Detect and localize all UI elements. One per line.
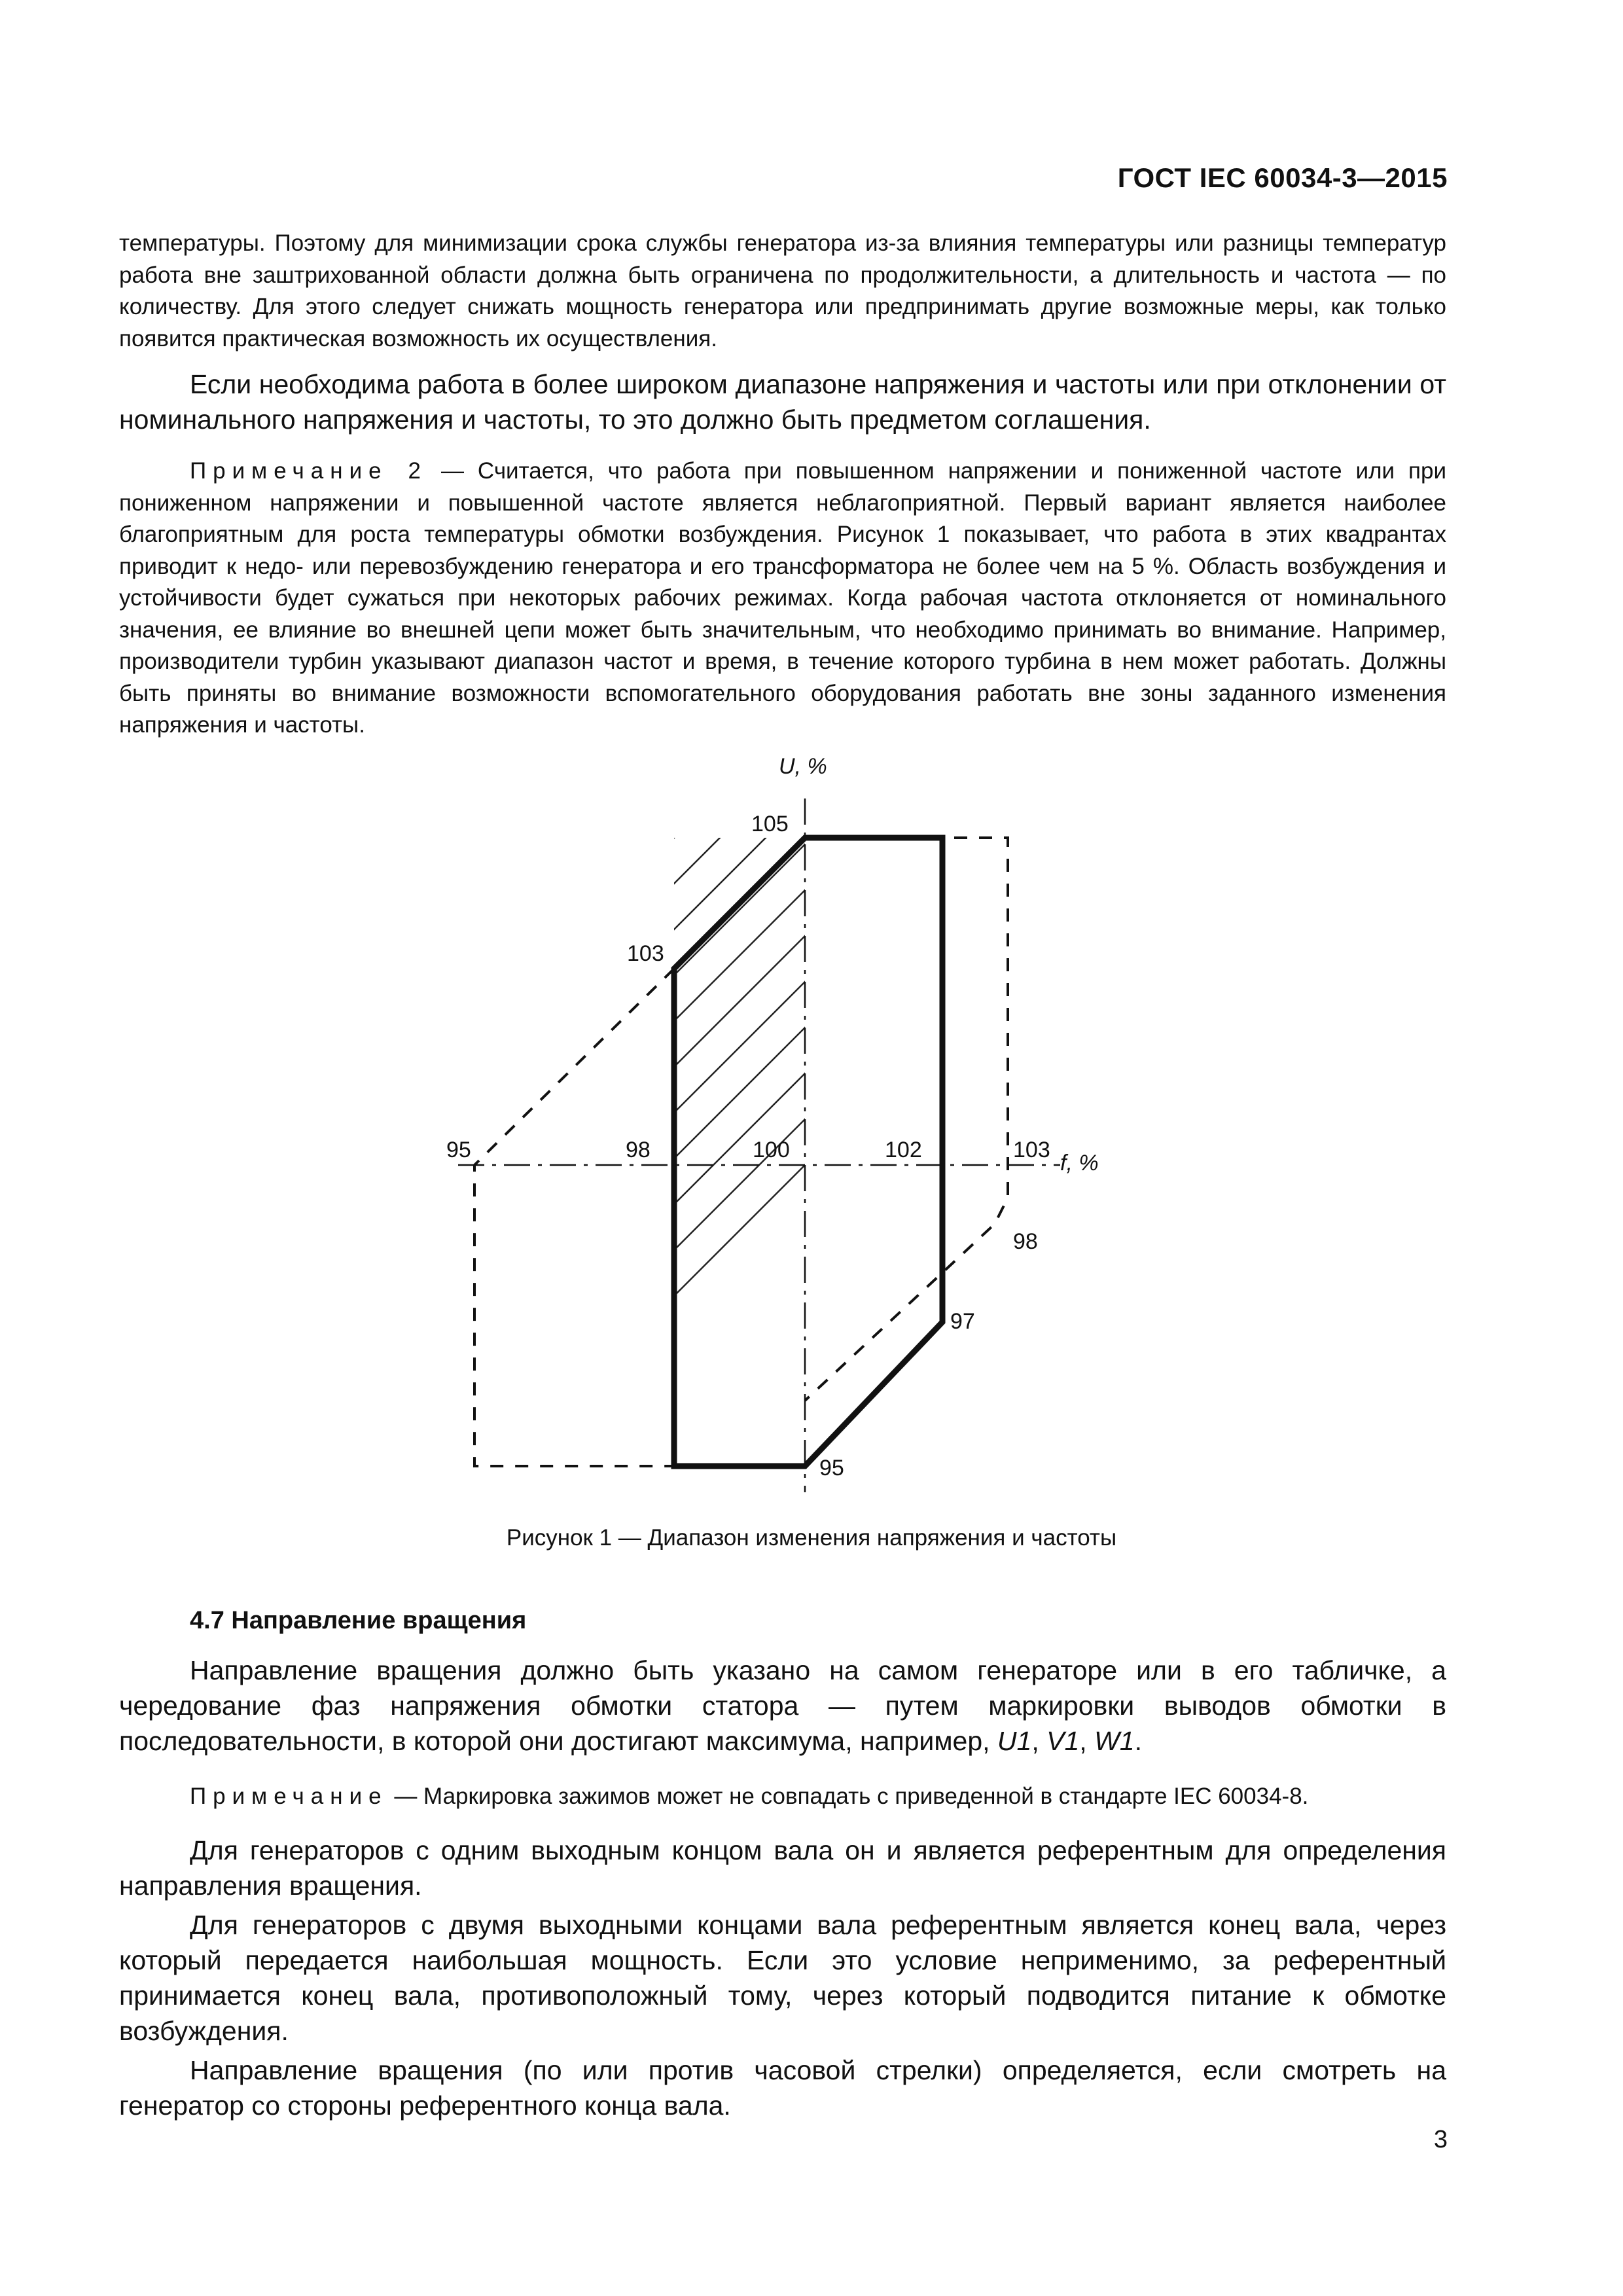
section-heading: 4.7 Направление вращения — [190, 1607, 527, 1634]
intro-paragraph: температуры. Поэтому для минимизации срока службы генератора из-за влияния температуры или разницы температур работа вне заштрихованной области должна быть ограничена по продолжительности, а длительность и частота — по количеству. Для этого следует снижать мощность генератора или предпринимать другие возможные меры, как только появится практическая возможность их осуществления. — [119, 230, 1446, 351]
note-2-label: Примечание 2 — [190, 458, 428, 484]
section-paragraph-2: Для генераторов с одним выходным концом вала он и является референтным для определения направления вращения. — [119, 1835, 1446, 1901]
section-paragraph-4: Направление вращения (по или против часовой стрелки) определяется, если смотреть на генератор со стороны референтного конца вала. — [119, 2054, 1446, 2121]
terminal-w1: W1 — [1094, 1726, 1135, 1756]
note-2-text: — Считается, что работа при повышенном напряжении и пониженной частоте или при пониженном напряжении и повышенной частоте является неблагоприятной. Первый вариант является наиболее благоприятным для роста температуры обмотки возбуждения. Рисунок 1 показывает, что работа в этих квадрантах приводит к недо- или перевозбуждению генератора и его трансформатора не более чем на 5 %. Область возбуждения и устойчивости будет сужаться при некоторых рабочих режимах. Когда рабочая частота отклоняется от номинального значения, ее влияние во внешней цепи может быть значительным, что необходимо принимать во внимание. Например, производители турбин указывают диапазон частот и время, в течение которого турбина в нем может работать. Должны быть приняты во внимание возможности вспомогательного оборудования работать вне зоны заданного изменения напряжения и частоты. — [119, 458, 1446, 738]
label-u105: 105 — [751, 812, 789, 836]
section-body — [119, 1653, 1446, 2123]
agreement-paragraph: Если необходима работа в более широком диапазоне напряжения и частоты или при отклонении от номинального напряжения и частоты, то это должно быть предметом соглашения. — [119, 369, 1446, 435]
y-axis-label: U, % — [779, 754, 827, 779]
figure-voltage-frequency-diagram — [393, 746, 1126, 1505]
label-u97: 97 — [950, 1309, 975, 1334]
hatched-region — [393, 746, 1113, 1505]
figure-caption: Рисунок 1 — Диапазон изменения напряжения и частоты — [506, 1525, 1117, 1551]
label-f98: 98 — [626, 1138, 651, 1162]
label-u95: 95 — [819, 1456, 844, 1480]
section-note-text: — Маркировка зажимов может не совпадать с приведенной в стандарте IEC 60034-8. — [387, 1784, 1309, 1809]
note-2-block — [119, 456, 1446, 742]
section-note-label: Примечание — [190, 1784, 388, 1809]
terminal-u1: U1 — [997, 1726, 1032, 1756]
section-paragraph-1: Направление вращения должно быть указано на самом генераторе или в его табличке, а чередование фаз напряжения обмотки статора — путем маркировки выводов обмотки в последовательности, в которой они достигают максимума, например, U1, V1, W1. — [119, 1655, 1446, 1756]
section-paragraph-3: Для генераторов с двумя выходными концами вала референтным является конец вала, через который передается наибольшая мощность. Если это условие неприменимо, за референтный принимается конец вала, противоположный тому, через который подводится питание к обмотке возбуждения. — [119, 1909, 1446, 2046]
label-f100: 100 — [753, 1138, 790, 1162]
note-2-paragraph — [119, 456, 1446, 742]
label-f102: 102 — [885, 1138, 922, 1162]
agreement-paragraph-block — [119, 367, 1446, 437]
section-note — [119, 1781, 1446, 1813]
intro-paragraph-block — [119, 228, 1446, 355]
label-f103: 103 — [1013, 1138, 1050, 1162]
diagram-svg — [393, 746, 1126, 1505]
page-number: 3 — [1433, 2126, 1448, 2153]
label-u98: 98 — [1013, 1229, 1038, 1254]
label-f95: 95 — [446, 1138, 471, 1162]
dashed-outer-boundary — [474, 838, 1008, 1466]
label-u103: 103 — [627, 941, 664, 966]
x-axis-label: f, % — [1060, 1151, 1099, 1175]
document-header: ГОСТ IEC 60034-3—2015 — [1117, 162, 1448, 193]
terminal-v1: V1 — [1046, 1726, 1080, 1756]
